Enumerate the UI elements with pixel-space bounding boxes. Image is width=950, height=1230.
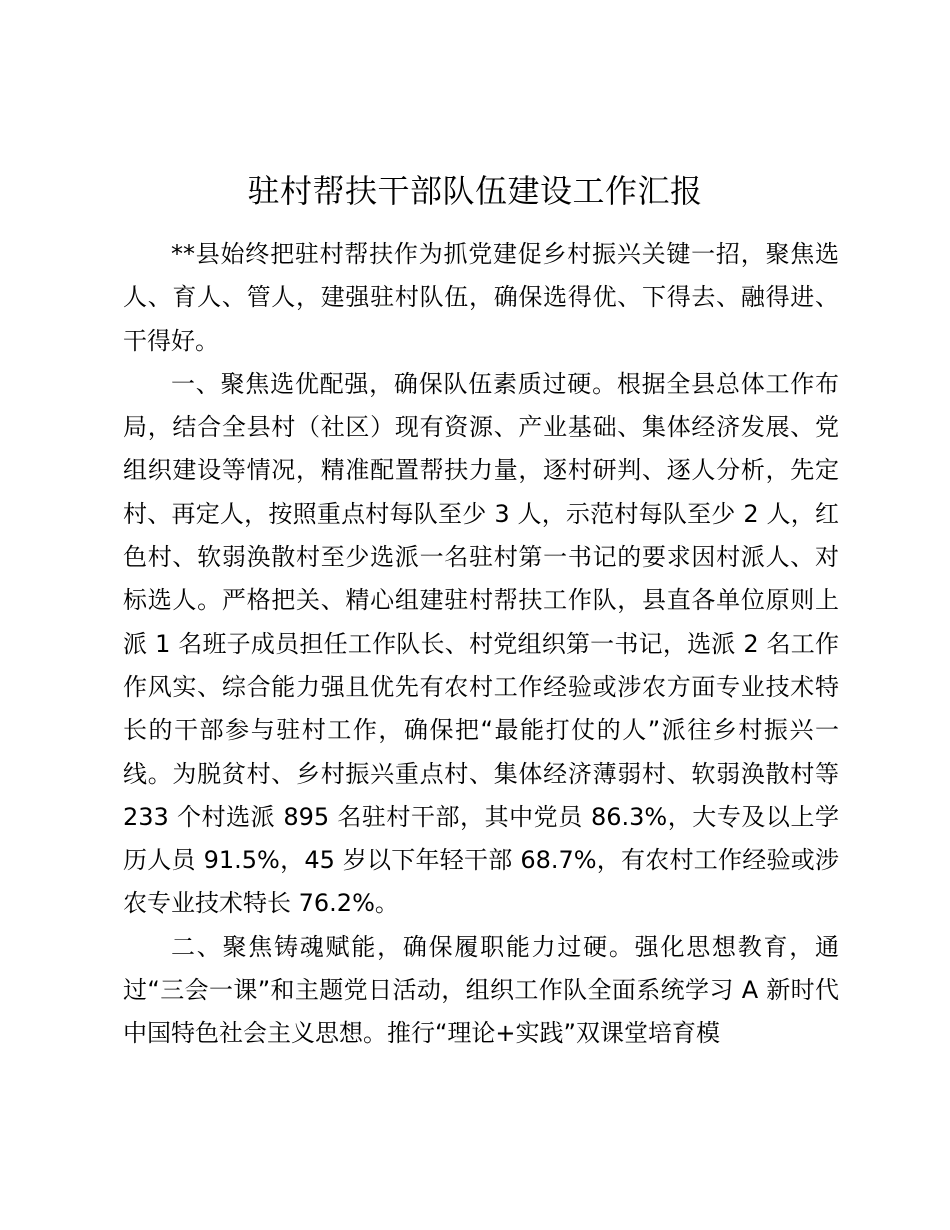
document-body (123, 233, 839, 1056)
paragraph-section-two: 二、聚焦铸魂赋能，确保履职能力过硬。强化思想教育，通过“三会一课”和主题党日活动，组织工作队全面系统学习 A 新时代中国特色社会主义思想。推行“理论+实践”双课堂培育模 (123, 932, 839, 1048)
document-title: 驻村帮扶干部队伍建设工作汇报 (247, 172, 703, 210)
paragraph-intro: **县始终把驻村帮扶作为抓党建促乡村振兴关键一招，聚焦选人、育人、管人，建强驻村队伍，确保选得优、下得去、融得进、干得好。 (123, 240, 839, 355)
paragraph-section-one: 一、聚焦选优配强，确保队伍素质过硬。根据全县总体工作布局，结合全县村（社区）现有资源、产业基础、集体经济发展、党组织建设等情况，精准配置帮扶力量，逐村研判、逐人分析，先定村、再定人，按照重点村每队至少 3 人，示范村每队至少 2 人，红色村、软弱涣散村至少选派一名驻村第一书记的要求因村派人、对标选人。严格把关、精心组建驻村帮扶工作队，县直各单位原则上派 1 名班子成员担任工作队长、村党组织第一书记，选派 2 名工作作风实、综合能力强且优先有农村工作经验或涉农方面专业技术特长的干部参与驻村工作，确保把“最能打仗的人”派往乡村振兴一线。为脱贫村、乡村振兴重点村、集体经济薄弱村、软弱涣散村等 233 个村选派 895 名驻村干部，其中党员 86.3%，大专及以上学历人员 91.5%，45 岁以下年轻干部 68.7%，有农村工作经验或涉农专业技术特长 76.2%。 (123, 369, 839, 918)
